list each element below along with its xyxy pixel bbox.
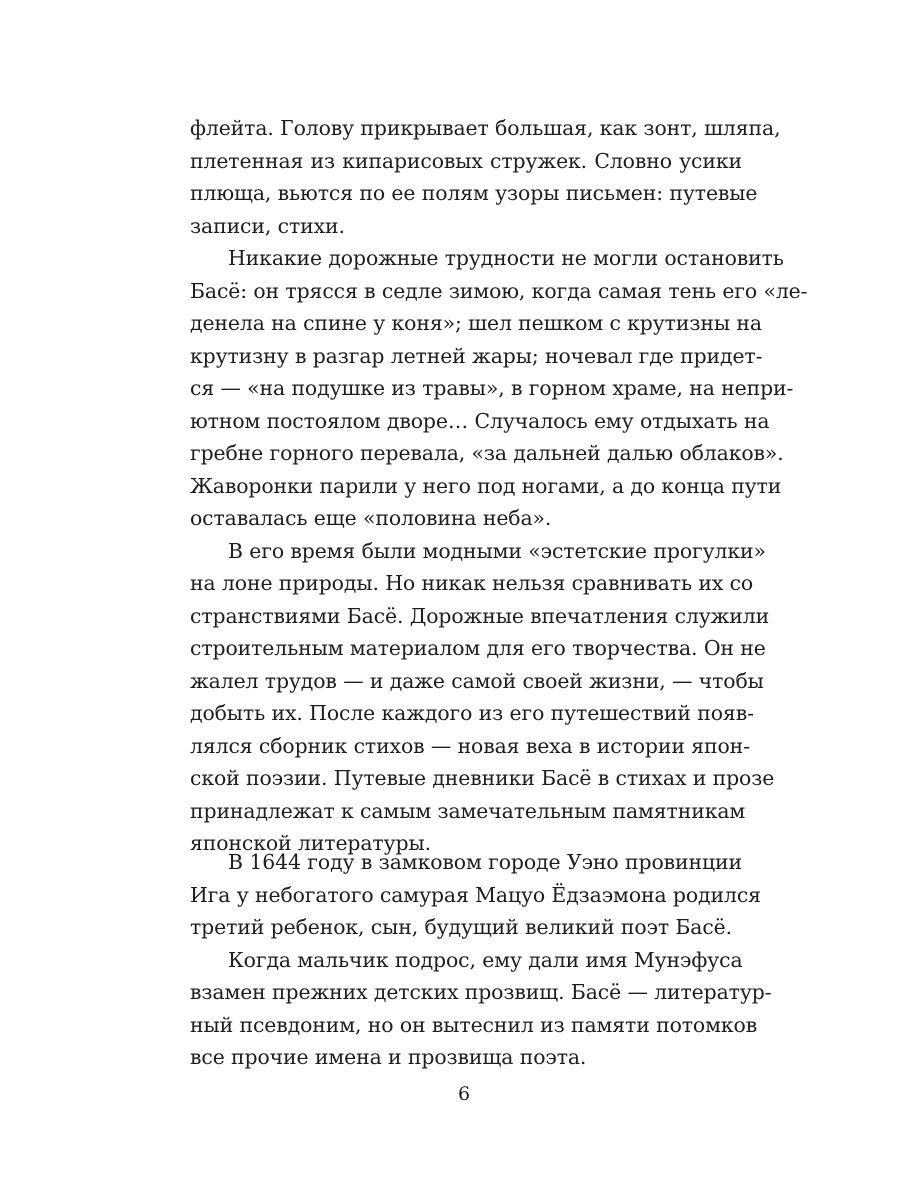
page-number: 6 (457, 1083, 471, 1105)
text-line: плюща, вьются по ее полям узоры письмен: путевые (190, 181, 758, 205)
text-line: на лоне природы. Но никак нельзя сравнивать их со (190, 571, 754, 595)
text-line: добыть их. После каждого из его путешествий появ- (190, 701, 754, 725)
text-line: записи, стихи. (190, 213, 345, 238)
text-line: ской поэзии. Путевые дневники Басё в стихах и прозе (190, 766, 775, 790)
text-line: плетенная из кипарисовых стружек. Словно усики (190, 148, 742, 173)
text-line: лялся сборник стихов — новая веха в истории япон- (190, 733, 750, 758)
text-line: денела на спине у коня»; шел пешком с крутизны на (190, 311, 762, 335)
text-line: Жаворонки парили у него под ногами, а до конца пути (190, 473, 782, 498)
text-line: крутизну в разгар летней жары; ночевал где придет- (190, 343, 763, 368)
text-line: все прочие имена и прозвища поэта. (190, 1045, 587, 1069)
text-line: гребне горного перевала, «за дальней далью облаков». (190, 441, 784, 465)
text-line: В 1644 году в замковом городе Уэно провинции (228, 850, 742, 874)
text-line: ный псевдоним, но он вытеснил из памяти потомков (190, 1012, 758, 1037)
text-line: ютном постоялом дворе… Случалось ему отдыхать на (190, 408, 770, 433)
text-line: третий ребенок, сын, будущий великий поэт Басё. (190, 915, 732, 939)
text-line: странствиями Басё. Дорожные впечатления служили (190, 603, 770, 628)
text-line: оставалась еще «половина неба». (190, 506, 552, 530)
text-line: Когда мальчик подрос, ему дали имя Мунэфуса (228, 947, 743, 972)
text-line: ся — «на подушке из травы», в горном храме, на непри- (190, 376, 794, 400)
paragraph (190, 535, 775, 860)
text-line: японской литературы. (190, 831, 431, 855)
text-line: Ига у небогатого самурая Мацуо Ёдзаэмона родился (190, 882, 761, 907)
text-line: Никакие дорожные трудности не могли остановить (228, 246, 784, 270)
paragraph (190, 944, 772, 1074)
text-line: флейта. Голову прикрывает большая, как зонт, шляпа, (190, 116, 781, 140)
paragraph (190, 242, 808, 535)
text-line: В его время были модными «эстетские прогулки» (228, 538, 766, 563)
text-line: взамен прежних детских прозвищ. Басё — литератур- (190, 980, 772, 1004)
paragraph (190, 112, 781, 242)
text-line: Басё: он трясся в седле зимою, когда самая тень его «ле- (190, 278, 808, 303)
text-section-upper (190, 112, 808, 860)
paragraph (190, 846, 761, 944)
text-section-lower (190, 846, 772, 1074)
text-line: жалел трудов — и даже самой своей жизни, — чтобы (190, 668, 764, 693)
text-line: принадлежат к самым замечательным памятникам (190, 798, 746, 823)
text-line: строительным материалом для его творчества. Он не (190, 636, 766, 660)
